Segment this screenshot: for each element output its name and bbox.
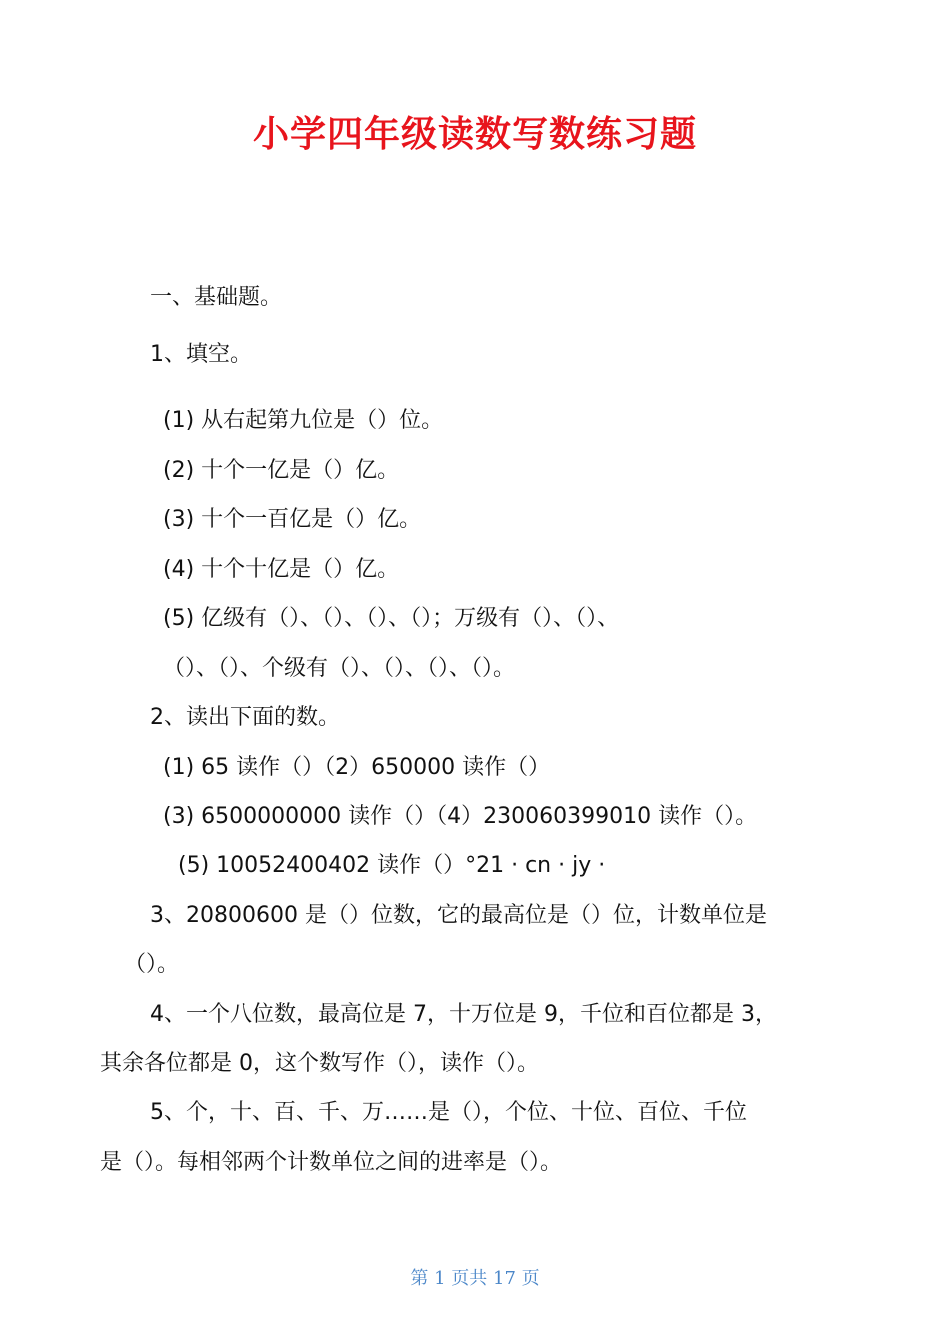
page-number-footer: 第 1 页共 17 页 bbox=[410, 1268, 540, 1289]
question-3-line-1: 3、20800600 是（）位数，它的最高位是（）位，计数单位是 bbox=[150, 903, 767, 928]
question-2-items-3-4: (3) 6500000000 读作（）（4）230060399010 读作（）。 bbox=[163, 804, 758, 829]
question-1-item-1: (1) 从右起第九位是（）位。 bbox=[163, 408, 444, 433]
question-1-item-2: (2) 十个一亿是（）亿。 bbox=[163, 458, 400, 483]
section-heading-basic: 一、基础题。 bbox=[150, 285, 283, 310]
question-1-item-4: (4) 十个十亿是（）亿。 bbox=[163, 557, 400, 582]
question-1-heading: 1、填空。 bbox=[150, 342, 252, 367]
question-4-line-2: 其余各位都是 0，这个数写作（），读作（）。 bbox=[100, 1051, 539, 1076]
question-2-items-1-2: (1) 65 读作（）（2）650000 读作（） bbox=[163, 755, 551, 780]
question-1-item-5-line-1: (5) 亿级有（）、（）、（）、（）；万级有（）、（）、 bbox=[163, 606, 620, 631]
page-title: 小学四年级读数写数练习题 bbox=[252, 114, 697, 155]
question-4-line-1: 4、一个八位数，最高位是 7，十万位是 9，千位和百位都是 3， bbox=[150, 1002, 777, 1027]
question-5-line-1: 5、个，十、百、千、万……是（），个位、十位、百位、千位 bbox=[150, 1100, 747, 1125]
question-3-line-2: （）。 bbox=[124, 952, 180, 977]
question-2-heading: 2、读出下面的数。 bbox=[150, 705, 340, 730]
question-1-item-3: (3) 十个一百亿是（）亿。 bbox=[163, 507, 422, 532]
question-1-item-5-line-2: （）、（）、个级有（）、（）、（）、（）。 bbox=[163, 656, 516, 681]
question-5-line-2: 是（）。每相邻两个计数单位之间的进率是（）。 bbox=[100, 1150, 563, 1175]
question-2-item-5: (5) 10052400402 读作（）°21 · cn · jy · bbox=[178, 853, 606, 878]
